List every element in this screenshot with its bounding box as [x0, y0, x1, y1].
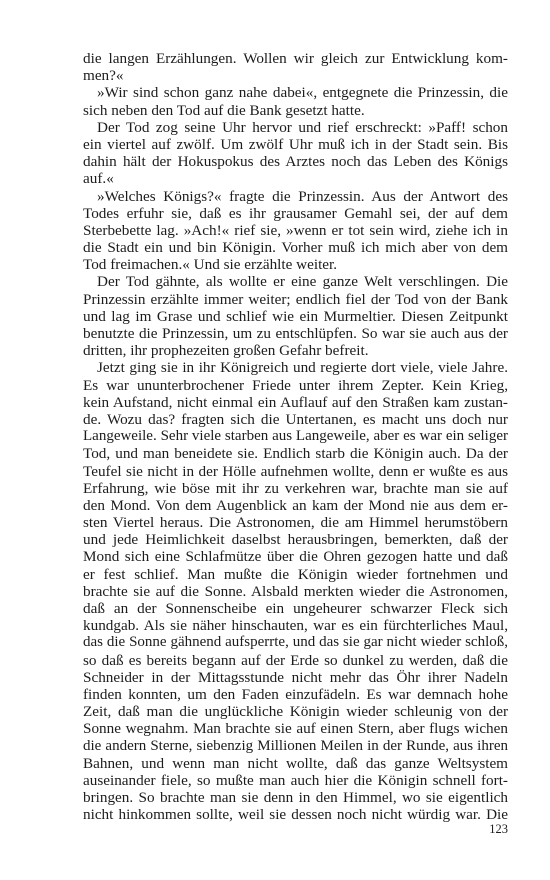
text-line: brachte sie auf die Sonne. Alsbald merkten wieder die Astronomen,	[83, 582, 508, 600]
text-line: dritten, ihr prophezeiten großen Gefahr befreit.	[83, 342, 369, 360]
text-line: Schneider in der Mittagsstunde nicht mehr das Öhr ihrer Nadeln	[83, 668, 508, 686]
text-line: Zeit, daß man die unglückliche Königin wieder schleunig von der	[83, 703, 508, 721]
text-line: ein viertel auf zwölf. Um zwölf Uhr muß ich in der Stadt sein. Bis	[83, 135, 508, 153]
text-line: auf.«	[83, 170, 114, 188]
text-line: auseinander fiele, so mußte man auch hier die Königin schnell fort-	[83, 771, 508, 789]
page-text-block	[83, 50, 508, 823]
text-line: benutzte die Prinzessin, um zu entschlüpfen. So war sie auch aus der	[83, 325, 508, 342]
text-line: Langeweile. Sehr viele starben aus Langeweile, aber es war ein seliger	[83, 428, 508, 445]
text-line: Todes erfuhr sie, daß es ihr grausamer Gemahl sei, der auf dem	[83, 204, 508, 222]
text-line: dahin hält der Hokuspokus des Arztes noch das Leben des Königs	[83, 153, 508, 171]
text-line: Tod freimachen.« Und sie erzählte weiter.	[83, 256, 338, 274]
text-line: den Mond. Von dem Augenblick an kam der Mond nie aus dem er-	[83, 496, 508, 514]
text-line: Prinzessin erzählte immer weiter; endlich fiel der Tod von der Bank	[83, 290, 508, 308]
text-line: nicht hinkommen sollte, weil sie dessen noch nicht würdig war. Die	[83, 806, 508, 824]
text-line: kein Aufstand, nicht einmal ein Auflauf auf den Straßen kam zustan-	[83, 393, 508, 411]
text-line: so daß es bereits begann auf der Erde so dunkel zu werden, daß die	[83, 651, 508, 669]
text-line: Tod, und man beneidete sie. Endlich starb die Königin auch. Da der	[83, 445, 508, 463]
text-line: sten Viertel heraus. Die Astronomen, die am Himmel herumstöbern	[83, 514, 508, 532]
page-number: 123	[489, 822, 508, 836]
text-line: Sterbebette lag. »Ach!« rief sie, »wenn er tot sein wird, ziehe ich in	[83, 221, 508, 239]
text-line: sich neben den Tod auf die Bank gesetzt hatte.	[83, 101, 365, 119]
text-line: »Welches Königs?« fragte die Prinzessin. Aus der Antwort des	[97, 187, 508, 205]
text-line: die andern Sterne, siebenzig Millionen Meilen in der Runde, aus ihren	[83, 737, 508, 754]
text-line: Der Tod zog seine Uhr hervor und rief erschreckt: »Paff! schon	[97, 118, 508, 136]
text-line: Erfahrung, wie böse mit ihr zu verkehren war, brachte man sie auf	[83, 479, 508, 497]
text-line: Mond sich eine Schlafmütze über die Ohren gezogen hatte und daß	[83, 548, 508, 566]
text-line: das die Sonne gähnend aufsperrte, und das sie gar nicht wieder schloß,	[83, 634, 508, 651]
text-line: de. Wozu das? fragten sich die Untertanen, es macht uns doch nur	[83, 410, 508, 428]
text-line: und lag im Grase und schlief wie ein Murmeltier. Diesen Zeitpunkt	[83, 307, 508, 325]
text-line: Sonne wegnahm. Man brachte sie auf einen Stern, aber flugs wichen	[83, 720, 508, 738]
text-line: daß an der Sonnenscheibe ein ungeheurer schwarzer Fleck sich	[83, 600, 508, 617]
text-line: finden konnten, um den Faden einzufädeln. Es war demnach hohe	[83, 685, 508, 703]
text-line: kundgab. Als sie näher hinschauten, war es ein fürchterliches Maul,	[83, 617, 508, 635]
text-line: Jetzt ging sie in ihr Königreich und regierte dort viele, viele Jahre.	[97, 359, 508, 377]
text-line: bringen. So brachte man sie denn in den Himmel, wo sie eigentlich	[83, 789, 508, 807]
text-line: die langen Erzählungen. Wollen wir gleich zur Entwicklung kom-	[83, 50, 508, 67]
text-line: »Wir sind schon ganz nahe dabei«, entgegnete die Prinzessin, die	[97, 84, 508, 102]
text-line: er fest schlief. Man mußte die Königin wieder fortnehmen und	[83, 565, 508, 583]
text-line: Teufel sie nicht in der Hölle aufnehmen wollte, denn er wußte es aus	[83, 462, 508, 480]
text-line: Es war ununterbrochener Friede unter ihrem Zepter. Kein Krieg,	[83, 376, 508, 394]
text-line: die Stadt ein und bin Königin. Vorher muß ich mich aber von dem	[83, 239, 508, 257]
text-line: und jede Heimlichkeit daselbst herausbringen, bemerkten, daß der	[83, 531, 508, 549]
text-line: Der Tod gähnte, als wollte er eine ganze Welt verschlingen. Die	[97, 273, 508, 291]
text-line: Bahnen, und wenn man nicht wollte, daß das ganze Weltsystem	[83, 754, 508, 772]
text-line: men?«	[83, 67, 124, 85]
